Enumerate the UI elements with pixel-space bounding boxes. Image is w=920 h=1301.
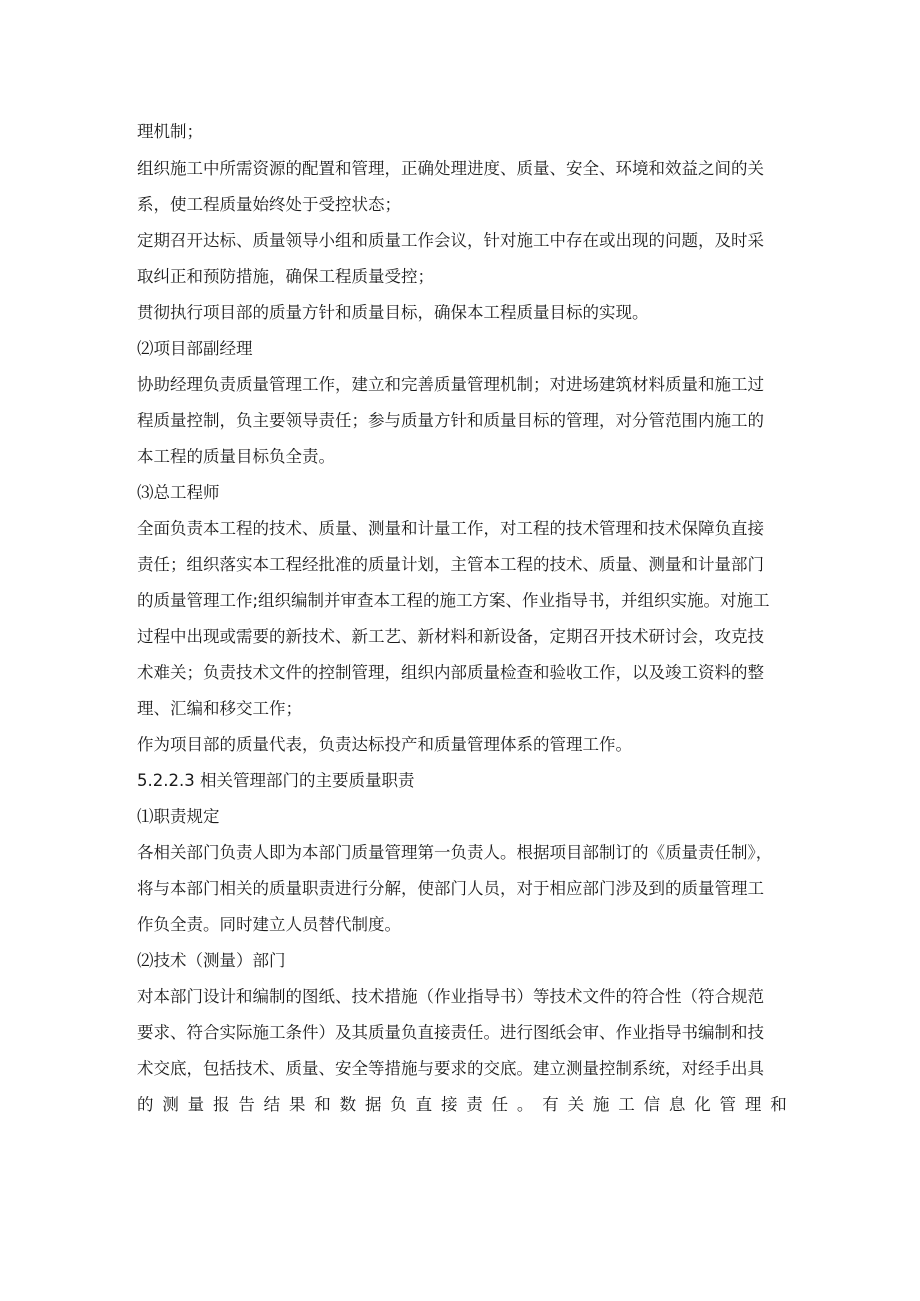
word: 报 [212,1095,230,1114]
text-line: 贯彻执行项目部的质量方针和质量目标，确保本工程质量目标的实现。 [137,303,649,322]
text-line: 对本部门设计和编制的图纸、技术措施（作业指导书）等技术文件的符合性（符合规范 [137,987,764,1006]
word: 量 [187,1095,205,1114]
text-line: 组织施工中所需资源的配置和管理，正确处理进度、质量、安全、环境和效益之间的关 [137,159,764,178]
word: 的 [137,1095,154,1114]
word: 施 [592,1095,610,1114]
text-line: 将与本部门相关的质量职责进行分解，使部门人员，对于相应部门涉及到的质量管理工 [137,879,764,898]
text-line: 术难关；负责技术文件的控制管理，组织内部质量检查和验收工作，以及竣工资料的整 [137,663,764,682]
text-line: 术交底，包括技术、质量、安全等措施与要求的交底。建立测量控制系统，对经手出具 [137,1059,764,1078]
text-line: 系，使工程质量始终处于受控状态； [137,195,401,214]
section-heading: ⑵项目部副经理 [137,339,253,358]
word: 有 [542,1095,559,1114]
word: 数 [339,1095,357,1114]
word: 负 [390,1095,407,1114]
section-heading: 5.2.2.3 相关管理部门的主要质量职责 [137,771,415,790]
text-line: 定期召开达标、质量领导小组和质量工作会议，针对施工中存在或出现的问题，及时采 [137,231,764,250]
word: 息 [668,1095,686,1114]
word: 结 [263,1095,281,1114]
word: 关 [567,1095,585,1114]
text-line: 过程中出现或需要的新技术、新工艺、新材料和新设备，定期召开技术研讨会，攻克技 [137,627,764,646]
text-line: 要求、符合实际施工条件）及其质量负直接责任。进行图纸会审、作业指导书编制和技 [137,1023,764,1042]
word: 责 [466,1095,483,1114]
text-line: 作为项目部的质量代表，负责达标投产和质量管理体系的管理工作。 [137,735,632,754]
word: 接 [440,1095,458,1114]
text-line: 的质量管理工作;组织编制并审查本工程的施工方案、作业指导书，并组织实施。对施工 [137,591,770,610]
word: 果 [288,1095,306,1114]
word: 和 [770,1095,787,1114]
word: 理 [744,1095,762,1114]
text-line: 理、汇编和移交工作； [137,699,302,718]
section-heading: ⑶总工程师 [137,483,220,502]
word: 信 [643,1095,661,1114]
word: 和 [314,1095,331,1114]
word: 据 [364,1095,382,1114]
word: 。 [516,1095,534,1114]
text-line: 理机制； [137,122,203,141]
text-line: 作负全责。同时建立人员替代制度。 [137,915,401,934]
word: 化 [694,1095,711,1114]
word: 直 [415,1095,433,1114]
word: 告 [238,1095,255,1114]
section-heading: ⑴职责规定 [137,807,220,826]
text-line: 责任；组织落实本工程经批准的质量计划，主管本工程的技术、质量、测量和计量部门 [137,555,764,574]
text-line: 协助经理负责质量管理工作，建立和完善质量管理机制；对进场建筑材料质量和施工过 [137,375,764,394]
text-line: 本工程的质量目标负全责。 [137,447,335,466]
word: 工 [618,1095,635,1114]
justified-text-line [137,1087,787,1123]
word: 任 [491,1095,509,1114]
section-heading: ⑵技术（测量）部门 [137,951,286,970]
text-line: 程质量控制，负主要领导责任；参与质量方针和质量目标的管理，对分管范围内施工的 [137,411,764,430]
text-line: 取纠正和预防措施，确保工程质量受控； [137,267,434,286]
word: 测 [162,1095,179,1114]
text-line: 全面负责本工程的技术、质量、测量和计量工作，对工程的技术管理和技术保障负直接 [137,519,764,538]
text-line: 各相关部门负责人即为本部门质量管理第一负责人。根据项目部制订的《质量责任制》， [137,843,773,862]
word: 管 [719,1095,737,1114]
